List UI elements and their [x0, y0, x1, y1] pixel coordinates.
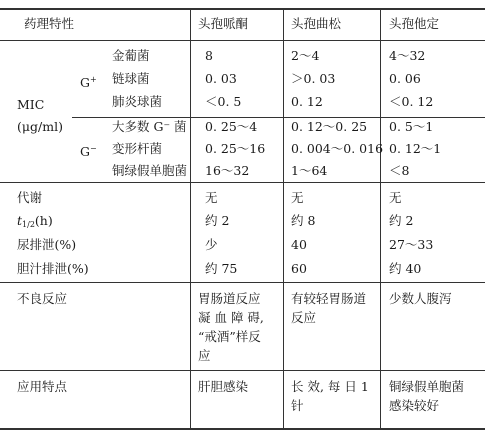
header-drug-3: 头孢他定 — [389, 16, 440, 31]
value-gplus-2-c: 0. 06 — [389, 71, 421, 86]
urine-value-c: 27～33 — [389, 237, 434, 252]
header-property: 药理特性 — [24, 16, 75, 31]
gminus-rule — [72, 117, 485, 118]
value-gminus-1-a: 0. 25～4 — [205, 119, 258, 134]
adverse-label: 不良反应 — [17, 291, 68, 306]
value-gminus-3-b: 1～64 — [291, 163, 328, 178]
application-c-line-1: 铜绿假单胞菌 — [389, 379, 465, 394]
adverse-a-line-1: 胃肠道反应 — [198, 291, 261, 306]
value-gplus-1-b: 2～4 — [291, 48, 320, 63]
value-gminus-3-c: ＜8 — [389, 163, 410, 178]
value-gplus-2-b: ＞0. 03 — [291, 71, 336, 86]
halflife-value-b: 约 8 — [291, 213, 316, 228]
bile-value-c: 约 40 — [389, 261, 422, 276]
col-rule-2 — [283, 9, 284, 429]
organism-gplus-1: 金葡菌 — [112, 48, 150, 63]
adverse-c-line-1: 少数人腹泻 — [389, 291, 452, 306]
gplus-letter: G — [80, 75, 90, 90]
value-gminus-1-c: 0. 5～1 — [389, 119, 434, 134]
application-c-line-2: 感染较好 — [389, 398, 440, 413]
mic-end-rule — [0, 182, 485, 183]
value-gplus-3-a: ＜0. 5 — [205, 94, 242, 109]
halflife-subscript: 1/2 — [22, 220, 35, 229]
header-rule — [0, 40, 485, 41]
organism-gplus-2: 链球菌 — [112, 71, 150, 86]
bile-label: 胆汁排泄(%) — [17, 261, 89, 276]
bottom-rule — [0, 428, 485, 430]
application-b-line-1: 长 效, 每 日 1 — [291, 379, 369, 394]
value-gplus-1-c: 4～32 — [389, 48, 426, 63]
gplus-label — [80, 72, 97, 91]
urine-value-b: 40 — [291, 237, 307, 252]
metabolism-value-b: 无 — [291, 190, 304, 205]
urine-label: 尿排泄(%) — [17, 237, 77, 252]
application-label: 应用特点 — [17, 379, 68, 394]
col-rule-3 — [380, 9, 381, 429]
value-gminus-1-b: 0. 12～0. 25 — [291, 119, 368, 134]
organism-gminus-2: 变形杆菌 — [112, 141, 163, 156]
adverse-a-line-3: “戒酒”样反 — [198, 329, 261, 344]
organism-gminus-3: 铜绿假单胞菌 — [112, 163, 188, 178]
halflife-symbol: t — [17, 213, 23, 228]
value-gminus-3-a: 16～32 — [205, 163, 250, 178]
metabolism-value-a: 无 — [205, 190, 218, 205]
gminus-sign: − — [90, 144, 97, 153]
header-drug-1: 头孢哌酮 — [198, 16, 249, 31]
halflife-label — [17, 213, 53, 233]
application-b-line-2: 针 — [291, 398, 304, 413]
value-gminus-2-b: 0. 004～0. 016 — [291, 141, 384, 156]
col-rule-1 — [190, 9, 191, 429]
halflife-value-a: 约 2 — [205, 213, 230, 228]
adverse-b-line-1: 有较轻胃肠道 — [291, 291, 367, 306]
value-gplus-3-c: ＜0. 12 — [389, 94, 434, 109]
metabolism-label: 代谢 — [17, 190, 43, 205]
mic-unit: (μg/ml) — [17, 119, 63, 134]
application-a-line-1: 肝胆感染 — [198, 379, 249, 394]
pk-end-rule — [0, 282, 485, 283]
bile-value-a: 约 75 — [205, 261, 238, 276]
adverse-end-rule — [0, 370, 485, 371]
bile-value-b: 60 — [291, 261, 307, 276]
halflife-value-c: 约 2 — [389, 213, 414, 228]
adverse-b-line-2: 反应 — [291, 310, 317, 325]
metabolism-value-c: 无 — [389, 190, 402, 205]
gminus-letter: G — [80, 144, 90, 159]
top-rule — [0, 8, 485, 10]
halflife-unit: (h) — [34, 213, 53, 228]
gplus-sign: + — [90, 75, 97, 84]
adverse-a-line-2: 凝 血 障 碍, — [198, 310, 264, 325]
mic-label: MIC — [17, 97, 45, 112]
urine-value-a: 少 — [205, 237, 218, 252]
value-gplus-1-a: 8 — [205, 48, 213, 63]
value-gplus-2-a: 0. 03 — [205, 71, 237, 86]
adverse-a-line-4: 应 — [198, 348, 211, 363]
value-gminus-2-a: 0. 25～16 — [205, 141, 266, 156]
header-drug-2: 头孢曲松 — [291, 16, 342, 31]
gminus-label — [80, 141, 97, 160]
organism-gplus-3: 肺炎球菌 — [112, 94, 163, 109]
organism-gminus-1: 大多数 G⁻ 菌 — [112, 119, 187, 134]
value-gplus-3-b: 0. 12 — [291, 94, 323, 109]
value-gminus-2-c: 0. 12～1 — [389, 141, 442, 156]
